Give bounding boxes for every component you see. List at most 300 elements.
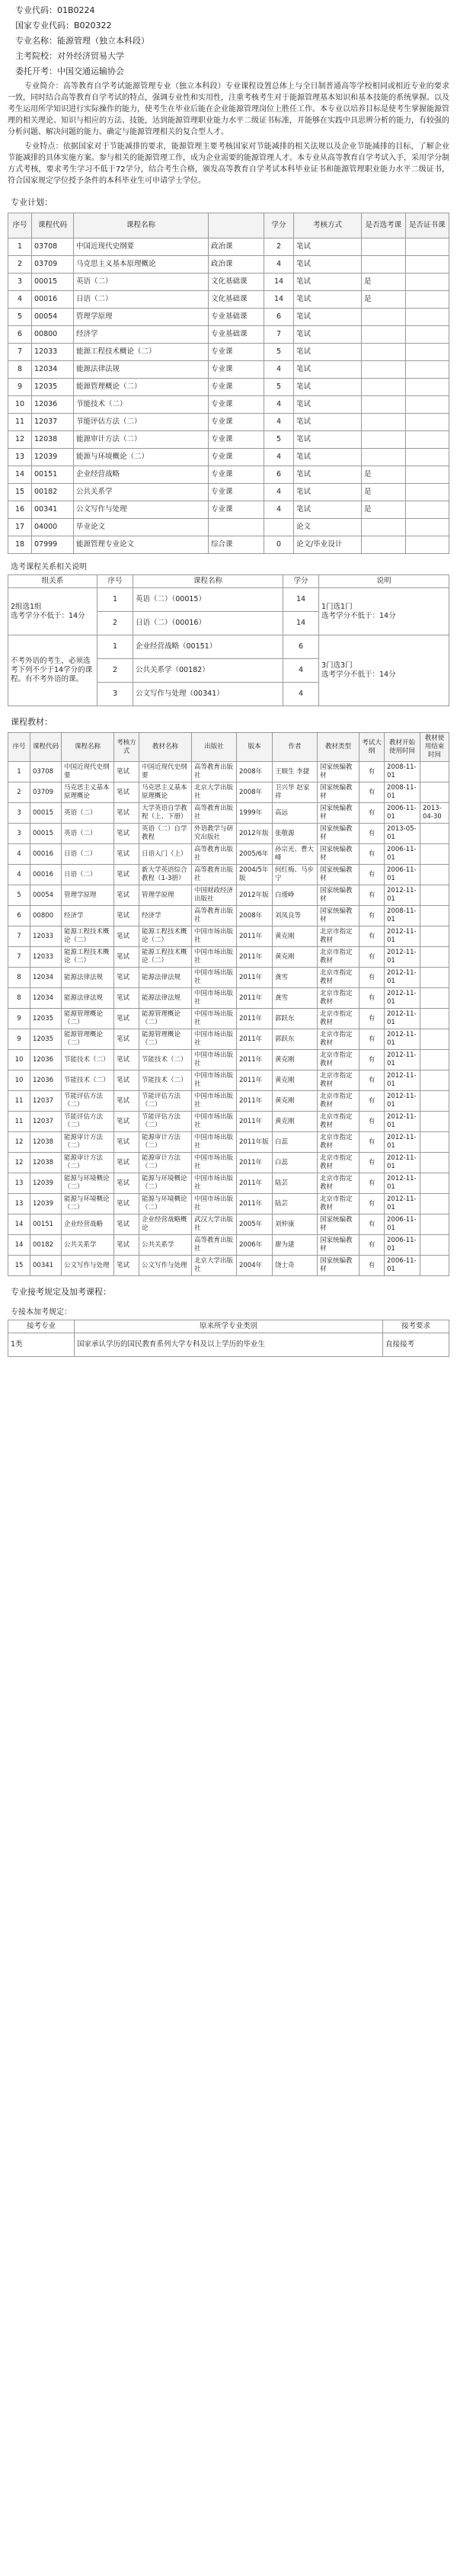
books-cell-kind: 北京市指定教材 [318, 1009, 360, 1029]
elect-col-name: 课程名称 [133, 575, 283, 588]
books-cell-no: 6 [8, 906, 30, 926]
books-cell-publisher: 北京大学出版社 [192, 782, 237, 803]
plan-cell-type: 专业基础课 [209, 326, 264, 344]
enroll-col-origin: 原来所学专业类别 [75, 1320, 383, 1333]
plan-cell-cert [405, 238, 449, 256]
plan-cell-name: 企业经营战略 [74, 466, 209, 484]
plan-cell-no: 10 [8, 396, 32, 414]
books-cell-course: 英语（二） [62, 803, 114, 824]
books-cell-publisher: 武汉大学出版社 [192, 1214, 237, 1235]
books-row [8, 1235, 449, 1256]
books-cell-author: 黄克刚 [273, 1050, 318, 1070]
books-cell-start: 2013-05-01 [385, 824, 420, 844]
books-cell-publisher: 中国市场出版社 [192, 1070, 237, 1091]
books-cell-author: 孙宗光、曹大峰 [273, 844, 318, 865]
books-cell-end [420, 1132, 449, 1153]
plan-cell-type: 文化基础课 [209, 291, 264, 309]
spec-name: 专业名称：能源管理（独立本科段） [15, 36, 149, 46]
books-cell-author: 龚雪 [273, 988, 318, 1009]
plan-cell-elective [362, 344, 406, 361]
plan-row [8, 309, 449, 326]
books-cell-outline: 有 [360, 865, 385, 885]
books-cell-end [420, 906, 449, 926]
plan-cell-no: 17 [8, 519, 32, 536]
books-cell-kind: 北京市指定教材 [318, 968, 360, 988]
books-cell-end [420, 968, 449, 988]
plan-col-elective: 是否选考课 [362, 213, 406, 238]
books-row [8, 824, 449, 844]
books-cell-no: 7 [8, 926, 30, 947]
plan-cell-cert [405, 484, 449, 501]
books-cell-exam: 笔试 [114, 968, 139, 988]
elect-col-no: 序号 [97, 575, 133, 588]
books-cell-outline: 有 [360, 1153, 385, 1173]
books-cell-exam: 笔试 [114, 865, 139, 885]
enroll-row [8, 1333, 449, 1357]
books-col-exam: 考核方式 [114, 733, 139, 762]
books-cell-edition: 2011年 [237, 1070, 273, 1091]
books-cell-author: 卫兴华 赵家祥 [273, 782, 318, 803]
enroll-table [8, 1320, 449, 1357]
books-cell-kind: 国家统编教材 [318, 824, 360, 844]
books-cell-outline: 有 [360, 1173, 385, 1194]
books-cell-kind: 国家统编教材 [318, 844, 360, 865]
books-cell-code: 00182 [30, 1235, 62, 1256]
plan-cell-no: 2 [8, 256, 32, 274]
books-row [8, 1256, 449, 1276]
books-cell-code: 12039 [30, 1173, 62, 1194]
electives-group-label: 不考外语的考生，必须选考下列不少于14学分的课程。有不考外语的课。 [8, 635, 97, 706]
plan-col-name: 课程名称 [74, 213, 209, 238]
books-cell-publisher: 中国市场出版社 [192, 1009, 237, 1029]
books-cell-course: 节能评估方法（二） [62, 1091, 114, 1112]
plan-cell-name: 中国近现代史纲要 [74, 238, 209, 256]
books-cell-author: 郭跃东 [273, 1029, 318, 1050]
books-cell-end [420, 1153, 449, 1173]
books-cell-edition: 2008年 [237, 762, 273, 782]
plan-cell-credit [264, 519, 294, 536]
plan-cell-credit: 7 [264, 326, 294, 344]
plan-cell-exam: 笔试 [294, 309, 362, 326]
plan-cell-code: 00182 [32, 484, 74, 501]
plan-cell-cert [405, 344, 449, 361]
books-col-edition: 版本 [237, 733, 273, 762]
books-cell-no: 9 [8, 1029, 30, 1050]
books-cell-edition: 2005/6年 [237, 844, 273, 865]
plan-cell-exam: 笔试 [294, 449, 362, 466]
books-cell-course: 能源审计方法（二） [62, 1132, 114, 1153]
electives-row [8, 635, 449, 659]
plan-cell-exam: 笔试 [294, 326, 362, 344]
books-cell-kind: 北京市指定教材 [318, 1173, 360, 1194]
books-cell-edition: 2011年 [237, 1029, 273, 1050]
plan-cell-no: 11 [8, 414, 32, 431]
books-cell-outline: 有 [360, 947, 385, 968]
plan-cell-credit: 4 [264, 414, 294, 431]
plan-cell-code: 12039 [32, 449, 74, 466]
enroll-col-req: 接考要求 [383, 1320, 449, 1333]
intro-paragraph: 专业简介：高等教育自学考试能源管理专业（独立本科段）专业课程设置总体上与全日制普通高等学校相同或相近专业的要求一致，同时结合高等教育自学考试的特点，强调专业性和实用性，注重考核考生对于能源管理基本知识和基本技能的系统掌握。以及考生运用所学知识进行实际操作的能力，使考生在毕业后能在企业能源管理岗位上胜任工作。本专业以培养目标是使考生掌握能源管理的相关理论、知识与相应的方法、技能，达到能源管理职业能力水平二级证书标准，并能够在实践中具思辨分析的能力，有较强的分析问题、解决问题的能力。确定与能源管理相关的复合型人才。 [8, 82, 449, 136]
books-cell-start: 2012-11-01 [385, 1194, 420, 1214]
books-cell-kind: 国家统编教材 [318, 803, 360, 824]
books-row [8, 947, 449, 968]
plan-table [8, 213, 449, 554]
books-cell-outline: 有 [360, 1009, 385, 1029]
plan-cell-no: 8 [8, 361, 32, 379]
books-cell-author: 白蕊 [273, 1132, 318, 1153]
books-cell-publisher: 中国市场出版社 [192, 988, 237, 1009]
books-cell-outline: 有 [360, 1132, 385, 1153]
plan-col-no: 序号 [8, 213, 32, 238]
plan-cell-type: 专业课 [209, 379, 264, 396]
books-cell-course: 能源工程技术概论（二） [62, 947, 114, 968]
plan-cell-no: 15 [8, 484, 32, 501]
books-cell-course: 节能技术（二） [62, 1070, 114, 1091]
books-cell-no: 10 [8, 1070, 30, 1091]
books-cell-book: 能源与环境概论（二） [139, 1173, 192, 1194]
elect-col-note: 说明 [319, 575, 449, 588]
plan-cell-cert [405, 326, 449, 344]
books-cell-book: 大学英语自学教程（上、下册） [139, 803, 192, 824]
books-cell-code: 12036 [30, 1070, 62, 1091]
plan-cell-exam: 笔试 [294, 501, 362, 519]
books-cell-edition: 2011年 [237, 947, 273, 968]
plan-cell-cert [405, 396, 449, 414]
books-cell-publisher: 高等教育出版社 [192, 844, 237, 865]
plan-cell-exam: 笔试 [294, 379, 362, 396]
plan-cell-credit: 4 [264, 501, 294, 519]
books-cell-author: 陆芸 [273, 1173, 318, 1194]
plan-cell-type: 政治课 [209, 256, 264, 274]
books-cell-edition: 2011年 [237, 1091, 273, 1112]
books-cell-author: 郭跃东 [273, 1009, 318, 1029]
books-cell-code: 12038 [30, 1132, 62, 1153]
plan-cell-name: 日语（二） [74, 291, 209, 309]
books-cell-end [420, 926, 449, 947]
books-cell-exam: 笔试 [114, 1194, 139, 1214]
books-cell-code: 12035 [30, 1009, 62, 1029]
books-cell-start: 2008-11-01 [385, 906, 420, 926]
plan-cell-no: 14 [8, 466, 32, 484]
books-cell-code: 03708 [30, 762, 62, 782]
books-cell-edition: 2006年 [237, 1235, 273, 1256]
plan-row [8, 431, 449, 449]
books-row [8, 988, 449, 1009]
plan-row [8, 414, 449, 431]
plan-cell-type: 专业课 [209, 344, 264, 361]
plan-cell-type: 专业课 [209, 361, 264, 379]
books-row [8, 1173, 449, 1194]
books-header-row [8, 733, 449, 762]
plan-col-type [209, 213, 264, 238]
plan-cell-elective [362, 256, 406, 274]
books-cell-publisher: 中国市场出版社 [192, 1194, 237, 1214]
plan-cell-exam: 笔试 [294, 291, 362, 309]
plan-cell-code: 12033 [32, 344, 74, 361]
plan-row [8, 501, 449, 519]
books-cell-course: 能源审计方法（二） [62, 1153, 114, 1173]
plan-cell-credit: 14 [264, 291, 294, 309]
books-cell-exam: 笔试 [114, 803, 139, 824]
plan-cell-code: 07999 [32, 536, 74, 554]
plan-row [8, 344, 449, 361]
books-col-publisher: 出版社 [192, 733, 237, 762]
plan-cell-cert [405, 309, 449, 326]
books-cell-book: 公文写作与处理 [139, 1256, 192, 1276]
enroll-col-type: 接考专业 [8, 1320, 75, 1333]
books-cell-course: 公共关系学 [62, 1235, 114, 1256]
electives-row [8, 588, 449, 612]
books-cell-publisher: 中国市场出版社 [192, 1173, 237, 1194]
books-cell-start: 2012-11-01 [385, 1050, 420, 1070]
books-cell-author: 黄克刚 [273, 1070, 318, 1091]
electives-cell-no: 1 [97, 588, 133, 612]
plan-row [8, 536, 449, 554]
plan-cell-cert [405, 379, 449, 396]
electives-table [8, 574, 449, 706]
electives-cell-name: 公文写作与处理（00341） [133, 683, 283, 706]
books-cell-publisher: 中国市场出版社 [192, 1029, 237, 1050]
books-cell-author: 高远 [273, 803, 318, 824]
plan-cell-credit: 5 [264, 344, 294, 361]
plan-cell-exam: 笔试 [294, 274, 362, 291]
plan-cell-elective [362, 414, 406, 431]
books-cell-code: 00016 [30, 865, 62, 885]
books-cell-book: 管理学原理 [139, 885, 192, 906]
books-cell-publisher: 中国市场出版社 [192, 1153, 237, 1173]
books-cell-no: 2 [8, 782, 30, 803]
books-col-book: 教材名称 [139, 733, 192, 762]
books-cell-exam: 笔试 [114, 1029, 139, 1050]
books-row [8, 865, 449, 885]
plan-cell-cert [405, 519, 449, 536]
plan-cell-credit: 5 [264, 431, 294, 449]
plan-cell-code: 00016 [32, 291, 74, 309]
books-cell-kind: 国家统编教材 [318, 1214, 360, 1235]
books-cell-edition: 2011年 [237, 1173, 273, 1194]
books-cell-start: 2006-11-01 [385, 1214, 420, 1235]
books-cell-course: 能源管理概论（二） [62, 1029, 114, 1050]
plan-cell-code: 12038 [32, 431, 74, 449]
books-cell-book: 节能技术（二） [139, 1050, 192, 1070]
plan-cell-cert [405, 361, 449, 379]
enroll-cell-type: 1类 [8, 1333, 75, 1357]
elect-col-group: 组关系 [8, 575, 97, 588]
books-cell-course: 日语（二） [62, 865, 114, 885]
books-cell-course: 能源法律法规 [62, 968, 114, 988]
books-cell-kind: 北京市指定教材 [318, 1091, 360, 1112]
elect-col-credit: 学分 [283, 575, 319, 588]
books-cell-outline: 有 [360, 988, 385, 1009]
plan-cell-no: 18 [8, 536, 32, 554]
books-title: 课程教材： [11, 717, 53, 727]
plan-cell-name: 节能评估方法（二） [74, 414, 209, 431]
books-cell-publisher: 中国市场出版社 [192, 947, 237, 968]
books-cell-kind: 国家统编教材 [318, 906, 360, 926]
electives-group-label: 2组选1组 选考学分不低于：14分 [8, 588, 97, 635]
plan-cell-no: 4 [8, 291, 32, 309]
plan-cell-cert [405, 414, 449, 431]
electives-cell-name: 企业经营战略（00151） [133, 635, 283, 659]
books-cell-start: 2012-11-01 [385, 1091, 420, 1112]
plan-cell-code: 03709 [32, 256, 74, 274]
books-cell-outline: 有 [360, 1235, 385, 1256]
books-cell-end [420, 1050, 449, 1070]
books-cell-code: 00015 [30, 803, 62, 824]
books-cell-code: 12035 [30, 1029, 62, 1050]
books-cell-outline: 有 [360, 926, 385, 947]
books-cell-code: 00151 [30, 1214, 62, 1235]
books-cell-outline: 有 [360, 885, 385, 906]
books-cell-course: 马克思主义基本原理概论 [62, 782, 114, 803]
books-cell-start: 2012-11-01 [385, 988, 420, 1009]
books-cell-kind: 国家统编教材 [318, 865, 360, 885]
electives-cell-no: 1 [97, 635, 133, 659]
books-cell-course: 节能评估方法（二） [62, 1112, 114, 1132]
plan-cell-exam: 笔试 [294, 431, 362, 449]
plan-cell-cert [405, 256, 449, 274]
books-cell-no: 8 [8, 968, 30, 988]
books-cell-course: 能源法律法规 [62, 988, 114, 1009]
books-cell-edition: 2011年 [237, 1112, 273, 1132]
books-cell-code: 12038 [30, 1153, 62, 1173]
plan-cell-type: 专业课 [209, 396, 264, 414]
plan-cell-type: 专业基础课 [209, 309, 264, 326]
books-cell-book: 能源与环境概论（二） [139, 1194, 192, 1214]
plan-cell-elective [362, 449, 406, 466]
books-cell-end [420, 1070, 449, 1091]
books-cell-start: 2006-11-01 [385, 803, 420, 824]
books-cell-end [420, 1194, 449, 1214]
electives-cell-credit: 4 [283, 683, 319, 706]
books-cell-code: 12037 [30, 1091, 62, 1112]
books-row [8, 1214, 449, 1235]
books-cell-exam: 笔试 [114, 1009, 139, 1029]
books-cell-author: 黄克刚 [273, 926, 318, 947]
books-cell-no: 11 [8, 1091, 30, 1112]
plan-cell-credit: 4 [264, 361, 294, 379]
plan-cell-exam: 笔试 [294, 361, 362, 379]
books-col-no: 序号 [8, 733, 30, 762]
books-cell-publisher: 外语教学与研究出版社 [192, 824, 237, 844]
books-cell-kind: 北京市指定教材 [318, 1050, 360, 1070]
books-row [8, 762, 449, 782]
plan-row [8, 326, 449, 344]
electives-cell-credit: 14 [283, 588, 319, 612]
plan-cell-elective: 是 [362, 466, 406, 484]
plan-cell-credit: 0 [264, 536, 294, 554]
books-cell-course: 能源与环境概论（二） [62, 1173, 114, 1194]
books-cell-publisher: 北京大学出版社 [192, 1256, 237, 1276]
plan-cell-type: 政治课 [209, 238, 264, 256]
books-cell-author: 黄克刚 [273, 1112, 318, 1132]
plan-cell-code: 04000 [32, 519, 74, 536]
books-cell-end [420, 824, 449, 844]
books-cell-edition: 2011年 [237, 988, 273, 1009]
books-cell-start: 2008-11-01 [385, 782, 420, 803]
books-cell-book: 能源审计方法（二） [139, 1132, 192, 1153]
feature-paragraph: 专业特点：依据国家对于节能减排的要求，能源管理主要考核国家对节能减排的相关法规以及企业节能减排的目标，了解企业节能减排的具体实施方案。参与相关的能源管理工作，成为企业需要的能源管理人才。本专业从高等教育自学考试入手，采用学分制方式考核，要求考生学习不低于72学分，结合考生合格，颁发高等教育自学考试本科毕业证书和能源管理职业能力水平二级证书，符合国家规定学位授予条件的本科毕业生可申请学士学位。 [8, 142, 449, 185]
books-row [8, 1091, 449, 1112]
books-cell-exam: 笔试 [114, 1112, 139, 1132]
books-cell-code: 12033 [30, 926, 62, 947]
plan-cell-code: 00054 [32, 309, 74, 326]
plan-cell-type: 专业课 [209, 449, 264, 466]
books-table [8, 732, 449, 1276]
books-cell-author: 陆芸 [273, 1194, 318, 1214]
books-cell-code: 12033 [30, 947, 62, 968]
plan-cell-exam: 笔试 [294, 238, 362, 256]
plan-cell-code: 12037 [32, 414, 74, 431]
plan-cell-type: 专业课 [209, 431, 264, 449]
books-cell-code: 12034 [30, 968, 62, 988]
books-cell-author: 刘仲康 [273, 1214, 318, 1235]
plan-row [8, 396, 449, 414]
plan-cell-exam: 笔试 [294, 414, 362, 431]
books-cell-end [420, 885, 449, 906]
books-cell-edition: 2011年 [237, 1009, 273, 1029]
books-cell-course: 公文写作与处理 [62, 1256, 114, 1276]
books-cell-outline: 有 [360, 844, 385, 865]
books-cell-edition: 2005年 [237, 1214, 273, 1235]
books-row [8, 1153, 449, 1173]
books-cell-start: 2006-11-01 [385, 844, 420, 865]
books-col-outline: 考试大纲 [360, 733, 385, 762]
books-cell-end [420, 1214, 449, 1235]
plan-cell-name: 经济学 [74, 326, 209, 344]
books-cell-no: 14 [8, 1235, 30, 1256]
plan-row [8, 519, 449, 536]
plan-cell-name: 能源与环境概论（二） [74, 449, 209, 466]
books-cell-book: 中国近现代史纲要 [139, 762, 192, 782]
plan-cell-name: 管理学原理 [74, 309, 209, 326]
electives-cell-no: 2 [97, 612, 133, 635]
enroll-cell-req: 直接接考 [383, 1333, 449, 1357]
books-cell-publisher: 中国市场出版社 [192, 1091, 237, 1112]
books-cell-end [420, 1235, 449, 1256]
plan-cell-cert [405, 274, 449, 291]
books-cell-code: 12039 [30, 1194, 62, 1214]
host-school: 主考院校：对外经济贸易大学 [15, 51, 124, 61]
plan-cell-type: 综合课 [209, 536, 264, 554]
books-cell-code: 00054 [30, 885, 62, 906]
plan-cell-cert [405, 536, 449, 554]
books-cell-end [420, 865, 449, 885]
plan-cell-exam: 笔试 [294, 396, 362, 414]
books-cell-exam: 笔试 [114, 947, 139, 968]
plan-cell-no: 7 [8, 344, 32, 361]
plan-cell-type: 专业课 [209, 466, 264, 484]
plan-cell-elective [362, 326, 406, 344]
books-cell-course: 节能技术（二） [62, 1050, 114, 1070]
books-cell-publisher: 中国市场出版社 [192, 1050, 237, 1070]
plan-cell-no: 5 [8, 309, 32, 326]
books-cell-no: 12 [8, 1153, 30, 1173]
books-row [8, 782, 449, 803]
enroll-subtitle: 专接本加考规定： [11, 1308, 72, 1317]
books-cell-start: 2012-11-01 [385, 1070, 420, 1091]
books-row [8, 803, 449, 824]
books-cell-kind: 国家统编教材 [318, 1235, 360, 1256]
books-cell-edition: 2012年版 [237, 824, 273, 844]
books-cell-end [420, 947, 449, 968]
books-cell-outline: 有 [360, 803, 385, 824]
books-cell-edition: 2011年版 [237, 1132, 273, 1153]
books-cell-edition: 2011年 [237, 1050, 273, 1070]
books-cell-no: 3 [8, 803, 30, 824]
books-cell-code: 12036 [30, 1050, 62, 1070]
plan-cell-type [209, 519, 264, 536]
